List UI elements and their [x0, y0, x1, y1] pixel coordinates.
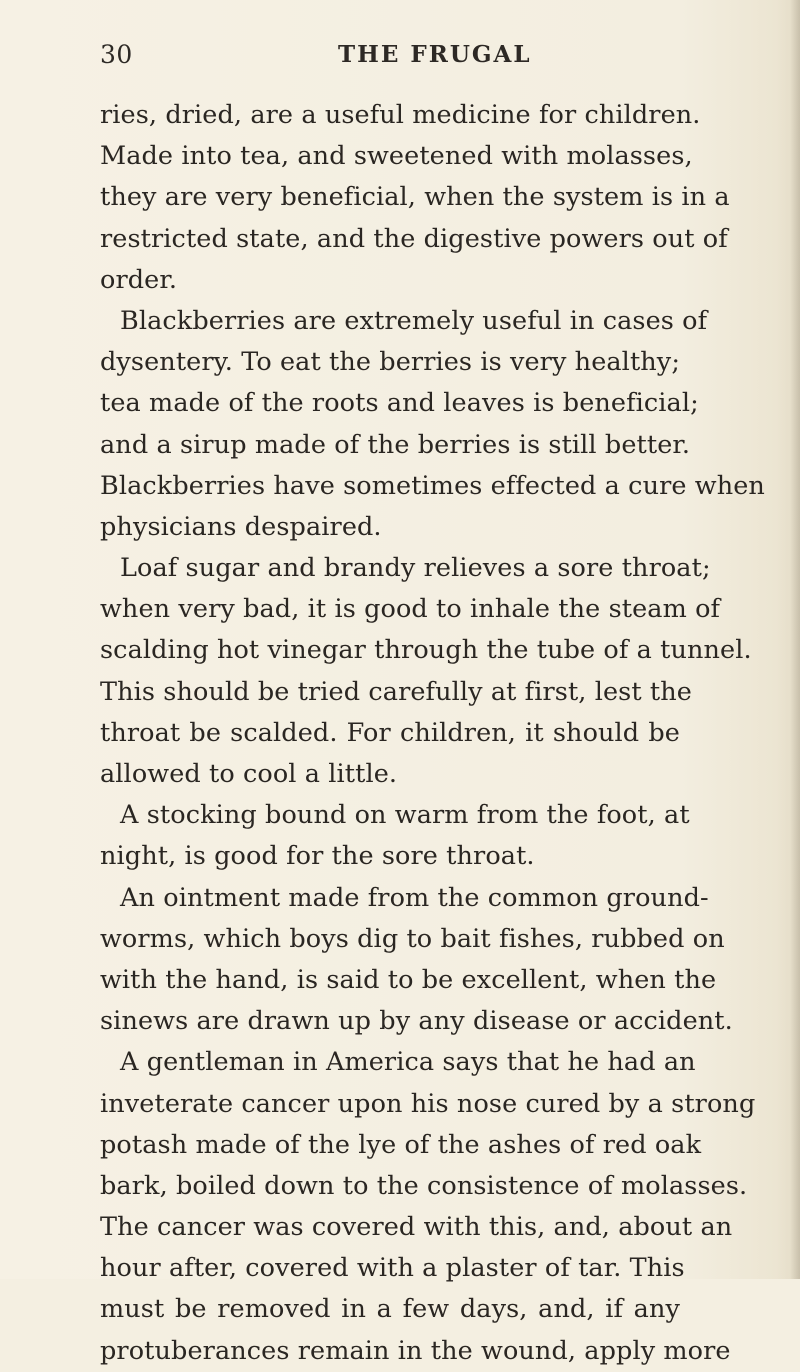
- text-line: tea made of the roots and leaves is beneficial;: [100, 388, 699, 419]
- page-edge-shadow: [790, 0, 800, 1279]
- text-line: and a sirup made of the berries is still better.: [100, 429, 691, 460]
- page-header: [100, 40, 690, 80]
- text-line: night, is good for the sore throat.: [100, 841, 535, 872]
- text-line: order.: [100, 264, 178, 295]
- text-line: An ointment made from the common ground-: [120, 882, 709, 913]
- text-line: when very bad, it is good to inhale the steam of: [100, 594, 721, 625]
- text-line: potash made of the lye of the ashes of red oak: [100, 1129, 702, 1160]
- running-head: THE FRUGAL: [338, 41, 532, 68]
- text-line: protuberances remain in the wound, apply more: [100, 1335, 731, 1366]
- text-line: bark, boiled down to the consistence of molasses.: [100, 1170, 748, 1201]
- text-line: This should be tried carefully at first, lest the: [100, 676, 692, 707]
- text-line: with the hand, is said to be excellent, when the: [100, 964, 717, 995]
- text-line: Loaf sugar and brandy relieves a sore throat;: [120, 553, 711, 584]
- text-line: restricted state, and the digestive powers out of: [100, 223, 728, 254]
- body-text: [100, 95, 765, 1372]
- text-line: inveterate cancer upon his nose cured by a strong: [100, 1088, 756, 1119]
- text-line: scalding hot vinegar through the tube of a tunnel.: [100, 635, 752, 666]
- text-line: A stocking bound on warm from the foot, at: [120, 800, 690, 831]
- text-line: they are very beneficial, when the system is in a: [100, 182, 730, 213]
- text-line: physicians despaired.: [100, 511, 382, 542]
- text-line: Made into tea, and sweetened with molasses,: [100, 141, 693, 172]
- text-line: Blackberries are extremely useful in cases of: [120, 305, 708, 336]
- text-line: allowed to cool a little.: [100, 759, 398, 789]
- text-line: must be removed in a few days, and, if any: [100, 1294, 680, 1325]
- text-line: Blackberries have sometimes effected a cure when: [100, 470, 765, 501]
- text-line: hour after, covered with a plaster of tar. This: [100, 1253, 685, 1284]
- text-line: dysentery. To eat the berries is very healthy;: [100, 347, 681, 378]
- text-line: sinews are drawn up by any disease or accident.: [100, 1006, 733, 1037]
- text-line: ries, dried, are a useful medicine for children.: [100, 100, 701, 130]
- text-line: The cancer was covered with this, and, about an: [100, 1212, 733, 1243]
- text-line: A gentleman in America says that he had an: [120, 1047, 696, 1078]
- page-number: 30: [100, 40, 133, 69]
- text-line: worms, which boys dig to bait fishes, rubbed on: [100, 923, 725, 954]
- text-line: throat be scalded. For children, it should be: [100, 717, 680, 748]
